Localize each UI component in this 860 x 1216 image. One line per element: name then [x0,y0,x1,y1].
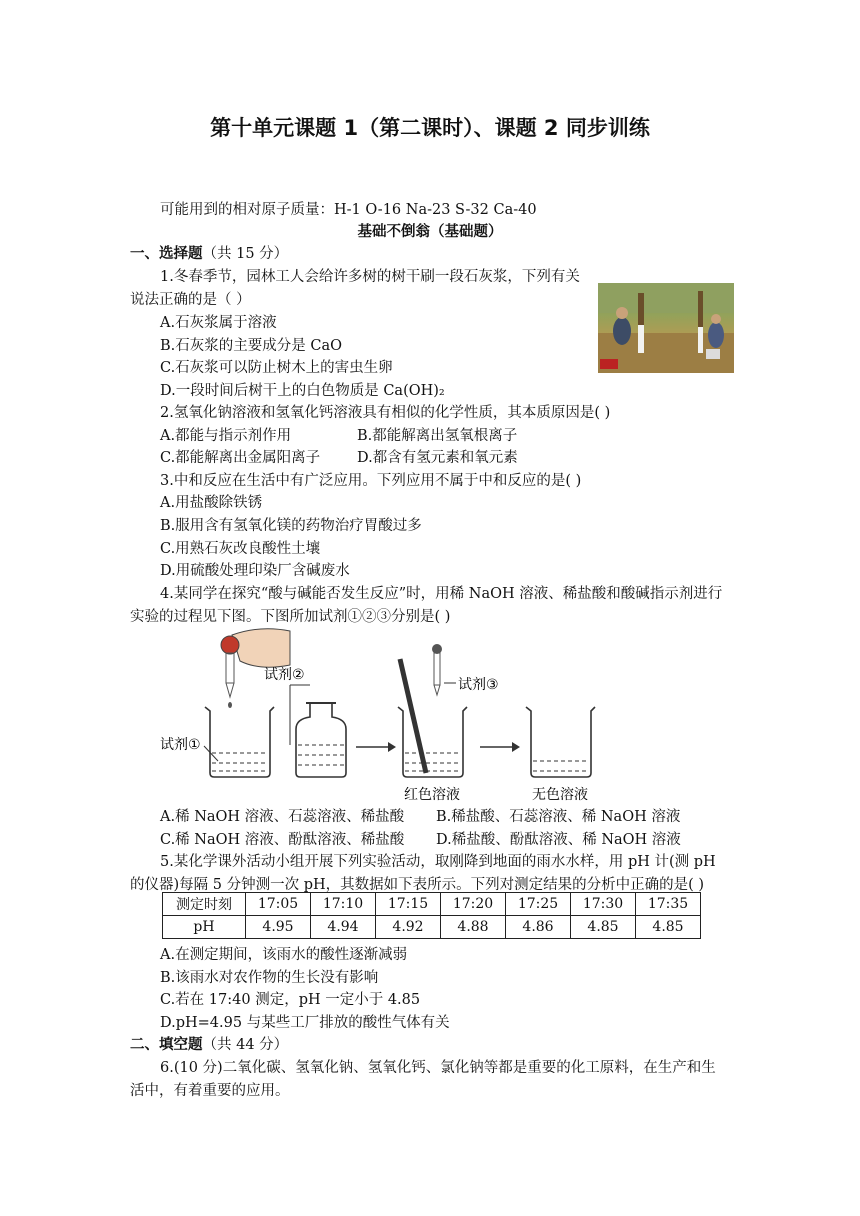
section-2-heading: 二、填空题（共 44 分） [130,1037,289,1053]
page-title: 第十单元课题 1（第二课时）、课题 2 同步训练 [210,116,650,140]
q4-stem-2: 实验的过程见下图。下图所加试剂①②③分别是( ) [130,609,451,625]
q3-stem: 3.中和反应在生活中有广泛应用。下列应用不属于中和反应的是( ) [160,473,582,489]
q4-option-b: B.稀盐酸、石蕊溶液、稀 NaOH 溶液 [436,809,681,825]
ph-table-cell: 17:20 [441,893,506,916]
ph-table-header-time: 测定时刻 [163,893,246,916]
experiment-figure [150,625,610,805]
q4-stem-1: 4.某同学在探究“酸与碱能否发生反应”时，用稀 NaOH 溶液、稀盐酸和酸碱指示剂进行 [160,586,723,602]
ph-table-cell: 17:30 [571,893,636,916]
atomic-mass-line: 可能用到的相对原子质量：H-1 O-16 Na-23 S-32 Ca-40 [160,202,537,218]
ph-table [162,892,701,939]
label-colorless-solution: 无色溶液 [532,787,588,803]
q1-option-d: D.一段时间后树干上的白色物质是 Ca(OH)₂ [160,383,445,399]
ph-table-row-ph [163,916,701,939]
ph-table-cell: 4.86 [506,916,571,939]
ph-table-cell: 17:15 [376,893,441,916]
q2-stem: 2.氢氧化钠溶液和氢氧化钙溶液具有相似的化学性质，其本质原因是( ) [160,405,611,421]
q2-option-a: A.都能与指示剂作用 [160,428,292,444]
q5-stem-1: 5.某化学课外活动小组开展下列实验活动，取刚降到地面的雨水水样，用 pH 计(测 pH [160,854,716,870]
q3-option-b: B.服用含有氢氧化镁的药物治疗胃酸过多 [160,518,422,534]
ph-table-cell: 4.92 [376,916,441,939]
q5-stem-2: 的仪器)每隔 5 分钟测一次 pH，其数据如下表所示。下列对测定结果的分析中正确的是( ) [130,877,705,893]
q3-option-d: D.用硫酸处理印染厂含碱废水 [160,563,350,579]
q1-stem-1: 1.冬春季节，园林工人会给许多树的树干刷一段石灰浆，下列有关 [160,269,580,285]
q3-option-a: A.用盐酸除铁锈 [160,495,263,511]
q6-stem-1: 6.(10 分)二氧化碳、氢氧化钠、氢氧化钙、氯化钠等都是重要的化工原料，在生产和生 [160,1060,716,1076]
section-1-heading: 一、选择题（共 15 分） [130,246,289,262]
q1-option-c: C.石灰浆可以防止树木上的害虫生卵 [160,360,393,376]
ph-table-cell: 17:25 [506,893,571,916]
q3-option-c: C.用熟石灰改良酸性土壤 [160,541,321,557]
q5-option-c: C.若在 17:40 测定，pH 一定小于 4.85 [160,992,421,1008]
level-heading: 基础不倒翁（基础题） [357,224,503,240]
tree-whitewash-photo [598,283,734,373]
q5-option-a: A.在测定期间，该雨水的酸性逐渐减弱 [160,947,408,963]
q1-option-b: B.石灰浆的主要成分是 CaO [160,338,342,354]
ph-table-cell: 17:10 [311,893,376,916]
ph-table-cell: 17:35 [636,893,701,916]
q4-option-a: A.稀 NaOH 溶液、石蕊溶液、稀盐酸 [160,809,405,825]
ph-table-header-ph: pH [163,916,246,939]
q5-option-d: D.pH=4.95 与某些工厂排放的酸性气体有关 [160,1015,450,1031]
q1-stem-2: 说法正确的是（ ） [130,292,251,308]
q4-option-c: C.稀 NaOH 溶液、酚酞溶液、稀盐酸 [160,832,405,848]
q4-option-d: D.稀盐酸、酚酞溶液、稀 NaOH 溶液 [436,832,681,848]
ph-table-cell: 4.95 [246,916,311,939]
label-reagent-1: 试剂① [160,737,201,753]
q2-option-d: D.都含有氢元素和氧元素 [357,450,518,466]
q1-option-a: A.石灰浆属于溶液 [160,315,277,331]
ph-table-cell: 4.85 [636,916,701,939]
q6-stem-2: 活中，有着重要的应用。 [130,1083,290,1099]
ph-table-cell: 17:05 [246,893,311,916]
q2-option-c: C.都能解离出金属阳离子 [160,450,321,466]
label-reagent-2: 试剂② [264,667,305,683]
ph-table-cell: 4.85 [571,916,636,939]
label-reagent-3: 试剂③ [458,677,499,693]
ph-table-cell: 4.94 [311,916,376,939]
q5-option-b: B.该雨水对农作物的生长没有影响 [160,970,379,986]
ph-table-row-time [163,893,701,916]
ph-table-cell: 4.88 [441,916,506,939]
label-red-solution: 红色溶液 [404,787,460,803]
q2-option-b: B.都能解离出氢氧根离子 [357,428,518,444]
